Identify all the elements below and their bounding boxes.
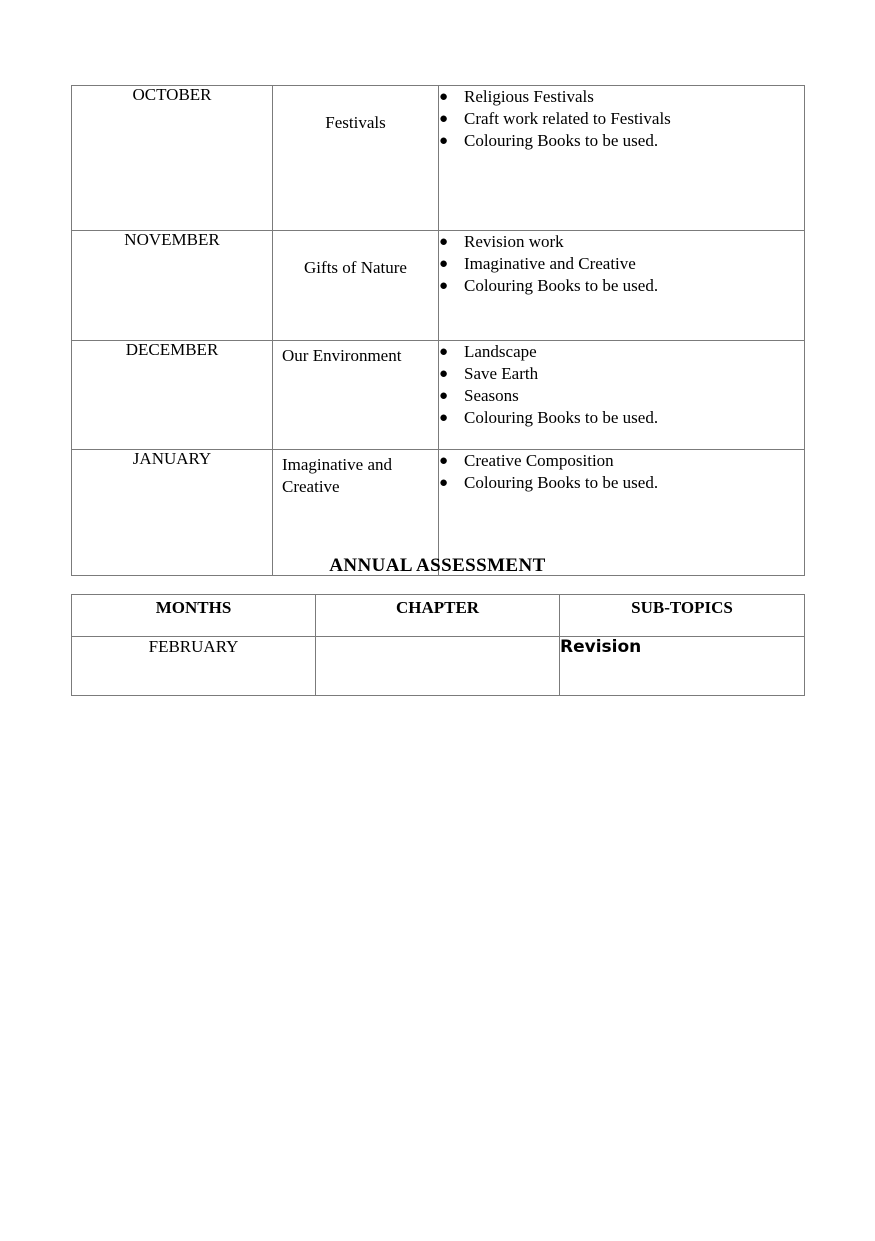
bullet-icon: ● xyxy=(439,89,449,105)
list-item xyxy=(439,450,804,472)
month-label: NOVEMBER xyxy=(124,230,220,249)
column-header-subtopics: SUB-TOPICS xyxy=(560,595,805,637)
list-item xyxy=(439,341,804,363)
list-item-label: Landscape xyxy=(464,342,537,361)
bullet-icon: ● xyxy=(439,366,449,382)
bullet-icon: ● xyxy=(439,111,449,127)
list-item xyxy=(439,407,804,429)
bullet-icon: ● xyxy=(439,344,449,360)
list-item xyxy=(439,108,804,130)
subtopics-cell xyxy=(439,86,805,231)
chapter-label: Imaginative and Creative xyxy=(282,455,392,496)
list-item-label: Creative Composition xyxy=(464,451,614,470)
bullet-icon: ● xyxy=(439,453,449,469)
table-row xyxy=(72,341,805,450)
column-header-chapter: CHAPTER xyxy=(316,595,560,637)
list-item-label: Craft work related to Festivals xyxy=(464,109,671,128)
subtopics-cell xyxy=(439,231,805,341)
list-item xyxy=(439,231,804,253)
bullet-icon: ● xyxy=(439,278,449,294)
subtopics-list xyxy=(439,231,804,297)
subtopics-list xyxy=(439,450,804,494)
table-row xyxy=(72,231,805,341)
chapter-label: Gifts of Nature xyxy=(304,258,407,277)
month-cell xyxy=(72,231,273,341)
column-header-months: MONTHS xyxy=(72,595,316,637)
bullet-icon: ● xyxy=(439,410,449,426)
month-label: JANUARY xyxy=(132,449,212,468)
list-item-label: Colouring Books to be used. xyxy=(464,473,659,492)
list-item-label: Seasons xyxy=(464,386,519,405)
month-cell xyxy=(72,341,273,450)
list-item xyxy=(439,253,804,275)
list-item-label: Colouring Books to be used. xyxy=(464,276,659,295)
list-item xyxy=(439,86,804,108)
list-item xyxy=(439,385,804,407)
subtopics-cell xyxy=(439,341,805,450)
subtopics-list xyxy=(439,341,804,429)
chapter-label: Festivals xyxy=(325,113,386,132)
chapter-cell xyxy=(273,341,439,450)
bullet-icon: ● xyxy=(439,388,449,404)
bullet-icon: ● xyxy=(439,475,449,491)
table-row xyxy=(72,86,805,231)
bullet-icon: ● xyxy=(439,133,449,149)
chapter-cell xyxy=(273,231,439,341)
list-item-label: Imaginative and Creative xyxy=(464,254,636,273)
list-item-label: Colouring Books to be used. xyxy=(464,408,659,427)
annual-assessment-table xyxy=(71,594,805,696)
list-item xyxy=(439,275,804,297)
list-item-label: Religious Festivals xyxy=(464,87,594,106)
subtopics-cell: Revision xyxy=(560,637,805,696)
bullet-icon: ● xyxy=(439,256,449,272)
list-item-label: Colouring Books to be used. xyxy=(464,131,659,150)
chapter-cell xyxy=(316,637,560,696)
list-item xyxy=(439,472,804,494)
month-cell xyxy=(72,86,273,231)
table-row xyxy=(72,637,805,696)
list-item xyxy=(439,363,804,385)
bullet-icon: ● xyxy=(439,234,449,250)
table-header-row xyxy=(72,595,805,637)
list-item-label: Save Earth xyxy=(464,364,539,383)
list-item xyxy=(439,130,804,152)
month-cell: FEBRUARY xyxy=(72,637,316,696)
chapter-cell xyxy=(273,86,439,231)
annual-assessment-title: ANNUAL ASSESSMENT xyxy=(329,555,546,576)
month-label: OCTOBER xyxy=(132,85,212,104)
month-label: DECEMBER xyxy=(125,340,219,359)
list-item-label: Revision work xyxy=(464,232,564,251)
syllabus-table xyxy=(71,85,805,576)
chapter-label: Our Environment xyxy=(282,346,402,365)
subtopics-list xyxy=(439,86,804,152)
